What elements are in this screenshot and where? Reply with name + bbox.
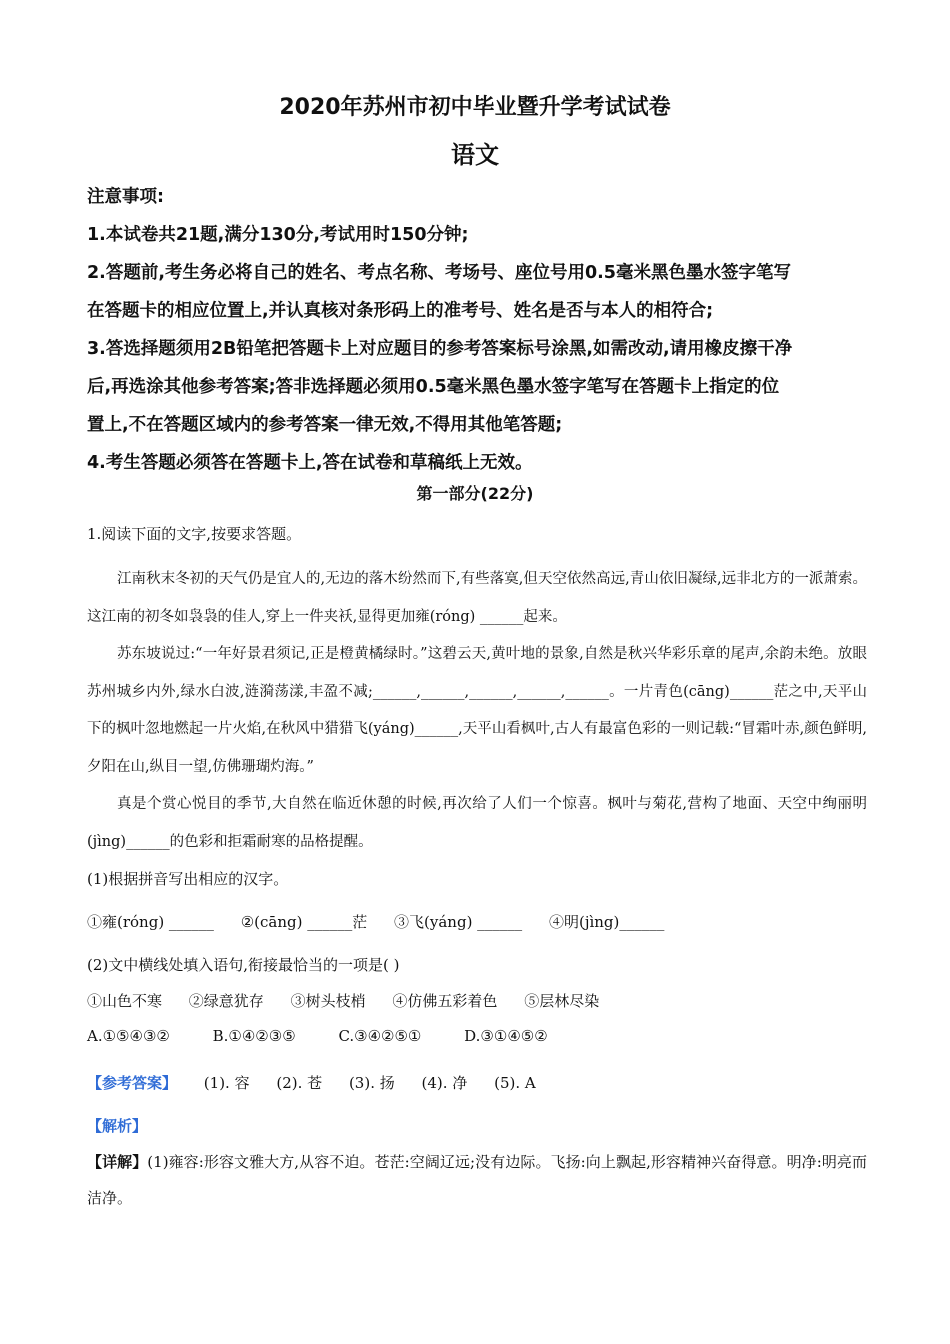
answer-item: (1). 容: [203, 1074, 250, 1092]
answer-item: (4). 净: [421, 1074, 468, 1092]
exam-title: 2020年苏州市初中毕业暨升学考试试卷: [279, 95, 671, 120]
reading-paragraph: 真是个赏心悦目的季节,大自然在临近休憩的时候,再次给了人们一个惊喜。枫叶与菊花,营构了地面、天空中绚丽明(jìng)______的色彩和拒霜耐寒的品格提醒。: [87, 796, 867, 850]
phrase-item: ④仿佛五彩着色: [392, 992, 498, 1010]
answer-line: [87, 1072, 536, 1093]
detail-tag: 【详解】: [87, 1153, 148, 1171]
notes-section: [87, 178, 867, 482]
notes-line: 1.本试卷共21题,满分130分,考试用时150分钟;: [87, 225, 469, 245]
option-list: [87, 1027, 548, 1045]
analysis-tag: 【解析】: [87, 1117, 148, 1135]
answer-tag: 【参考答案】: [87, 1074, 178, 1092]
part-heading: 第一部分(22分): [416, 484, 534, 503]
reading-paragraph: 江南秋末冬初的天气仍是宜人的,无边的落木纷然而下,有些落寞,但天空依然高远,青山依旧凝绿,远非北方的一派萧索。这江南的初冬如袅袅的佳人,穿上一件夹袄,显得更加雍(róng) ______起来。: [87, 571, 867, 625]
phrase-item: ②绿意犹存: [188, 992, 264, 1010]
subquestion-1: (1)根据拼音写出相应的汉字。: [87, 870, 289, 888]
notes-line: 4.考生答题必须答在答题卡上,答在试卷和草稿纸上无效。: [87, 453, 533, 473]
analysis-detail: [87, 1144, 867, 1216]
notes-heading: 注意事项:: [87, 187, 164, 207]
subject-title: 语文: [451, 141, 499, 169]
question-prompt: 1.阅读下面的文字,按要求答题。: [87, 525, 302, 543]
pinyin-item: ④明(jìng)______: [548, 913, 665, 931]
option-a: A.①⑤④③②: [87, 1027, 170, 1045]
detail-text: (1)雍容:形容文雅大方,从容不迫。苍茫:空阔辽远;没有边际。飞扬:向上飘起,形容精神兴奋得意。明净:明亮而洁净。: [87, 1153, 867, 1207]
notes-line: 后,再选涂其他参考答案;答非选择题必须用0.5毫米黑色墨水签字笔写在答题卡上指定的位: [87, 377, 780, 397]
pinyin-item: ①雍(róng) ______: [87, 913, 214, 931]
phrase-list: [87, 990, 599, 1011]
subquestion-2: (2)文中横线处填入语句,衔接最恰当的一项是( ): [87, 956, 400, 974]
option-b: B.①④②③⑤: [212, 1027, 296, 1045]
pinyin-item: ③飞(yáng) ______: [394, 913, 523, 931]
pinyin-item: ②(cāng) ______茫: [240, 913, 368, 931]
pinyin-items: [87, 911, 664, 932]
option-d: D.③①④⑤②: [464, 1027, 548, 1045]
notes-line: 置上,不在答题区域内的参考答案一律无效,不得用其他笔答题;: [87, 415, 563, 435]
reading-paragraph: 苏东坡说过:“一年好景君须记,正是橙黄橘绿时。”这碧云天,黄叶地的景象,自然是秋兴华彩乐章的尾声,余韵未绝。放眼苏州城乡内外,绿水白波,涟漪荡漾,丰盈不减;______,______,______,______,______。一片青色(cāng)______茫之中,天平山下的枫叶忽地燃起一片火焰,在秋风中猎猎飞(yáng)______,天平山看枫叶,古人有最富色彩的一则记载:“冒霜叶赤,颜色鲜明,夕阳在山,纵目一望,仿佛珊瑚灼海。”: [87, 646, 867, 775]
answer-item: (3). 扬: [348, 1074, 395, 1092]
phrase-item: ③树头枝梢: [290, 992, 366, 1010]
notes-line: 3.答选择题须用2B铅笔把答题卡上对应题目的参考答案标号涂黑,如需改动,请用橡皮擦干净: [87, 339, 793, 359]
notes-line: 2.答题前,考生务必将自己的姓名、考点名称、考场号、座位号用0.5毫米黑色墨水签字笔写: [87, 263, 791, 283]
notes-line: 在答题卡的相应位置上,并认真核对条形码上的准考号、姓名是否与本人的相符合;: [87, 301, 714, 321]
answer-item: (5). A: [494, 1074, 536, 1092]
answer-item: (2). 苍: [276, 1074, 323, 1092]
phrase-item: ①山色不寒: [87, 992, 163, 1010]
option-c: C.③④②⑤①: [338, 1027, 422, 1045]
analysis-heading: [87, 1115, 147, 1136]
phrase-item: ⑤层林尽染: [524, 992, 600, 1010]
